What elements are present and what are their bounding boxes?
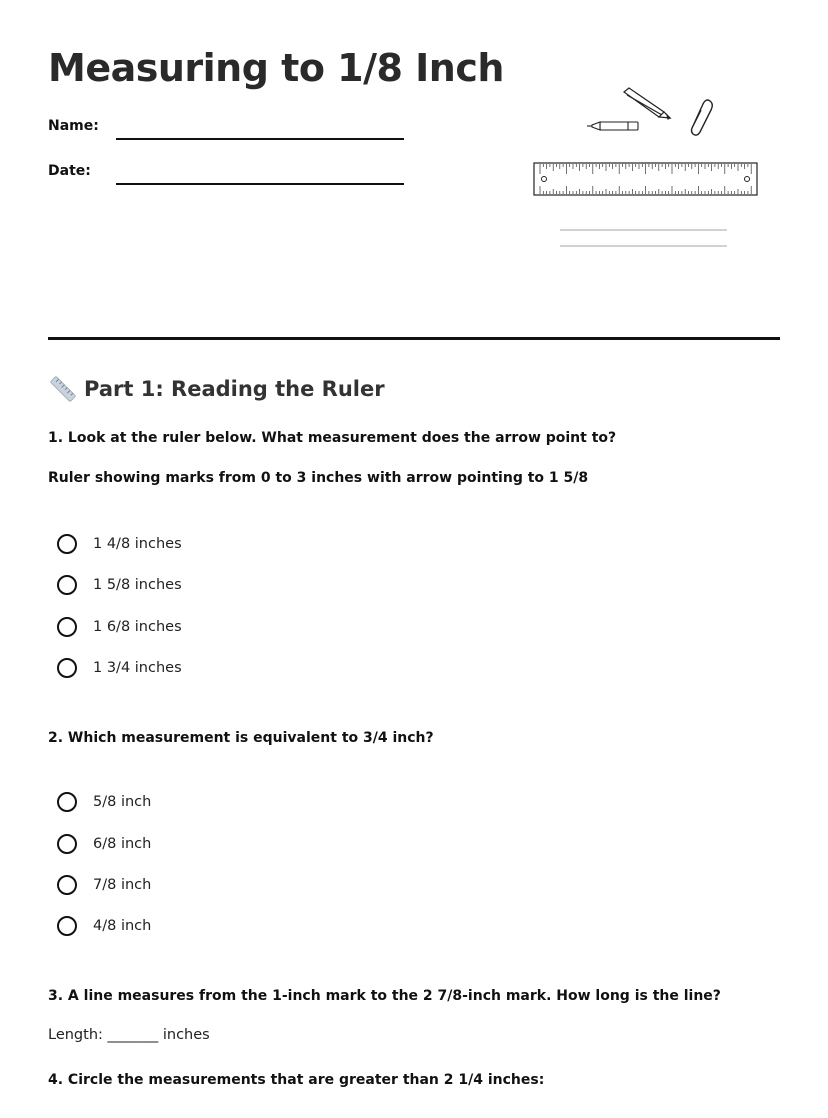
q2-option-4[interactable] — [57, 916, 151, 936]
writing-lines — [560, 230, 727, 246]
name-field[interactable] — [116, 138, 404, 140]
q1-option-2[interactable] — [57, 575, 182, 595]
q1-option-1[interactable] — [57, 534, 182, 554]
q2-option-2[interactable] — [57, 834, 151, 854]
option-label: 6/8 inch — [93, 836, 152, 852]
radio-button[interactable] — [57, 658, 77, 678]
page-title: Measuring to 1/8 Inch — [48, 46, 504, 90]
ruler-icon — [48, 374, 78, 404]
radio-button[interactable] — [57, 875, 77, 895]
radio-button[interactable] — [57, 792, 77, 812]
paperclip-icon — [692, 100, 713, 135]
section-divider — [48, 337, 780, 340]
question-3-answer-line[interactable]: Length: _______ inches — [48, 1027, 210, 1043]
radio-button[interactable] — [57, 575, 77, 595]
q1-option-3[interactable] — [57, 617, 182, 637]
option-label: 1 3/4 inches — [93, 660, 182, 676]
name-label: Name: — [48, 118, 99, 134]
radio-button[interactable] — [57, 916, 77, 936]
q2-option-1[interactable] — [57, 792, 151, 812]
radio-button[interactable] — [57, 534, 77, 554]
q1-option-4[interactable] — [57, 658, 182, 678]
radio-button[interactable] — [57, 834, 77, 854]
question-4-text: 4. Circle the measurements that are greater than 2 1/4 inches: — [48, 1072, 545, 1088]
pencil-icon — [624, 88, 670, 119]
q2-option-3[interactable] — [57, 875, 151, 895]
date-label: Date: — [48, 163, 91, 179]
option-label: 4/8 inch — [93, 918, 152, 934]
question-2-text: 2. Which measurement is equivalent to 3/4 inch? — [48, 730, 434, 746]
option-label: 5/8 inch — [93, 794, 152, 810]
option-label: 1 5/8 inches — [93, 577, 182, 593]
date-field[interactable] — [116, 183, 404, 185]
radio-button[interactable] — [57, 617, 77, 637]
option-label: 7/8 inch — [93, 877, 152, 893]
marker-icon — [587, 122, 638, 130]
question-1-ruler-caption: Ruler showing marks from 0 to 3 inches with arrow pointing to 1 5/8 — [48, 470, 589, 486]
option-label: 1 4/8 inches — [93, 536, 182, 552]
ruler-icon — [534, 163, 757, 195]
question-3-text: 3. A line measures from the 1-inch mark to the 2 7/8-inch mark. How long is the line? — [48, 988, 721, 1004]
supplies-illustration — [530, 84, 762, 254]
part1-heading — [48, 374, 385, 404]
option-label: 1 6/8 inches — [93, 619, 182, 635]
question-1-text: 1. Look at the ruler below. What measurement does the arrow point to? — [48, 430, 617, 446]
part1-title: Part 1: Reading the Ruler — [84, 377, 385, 401]
